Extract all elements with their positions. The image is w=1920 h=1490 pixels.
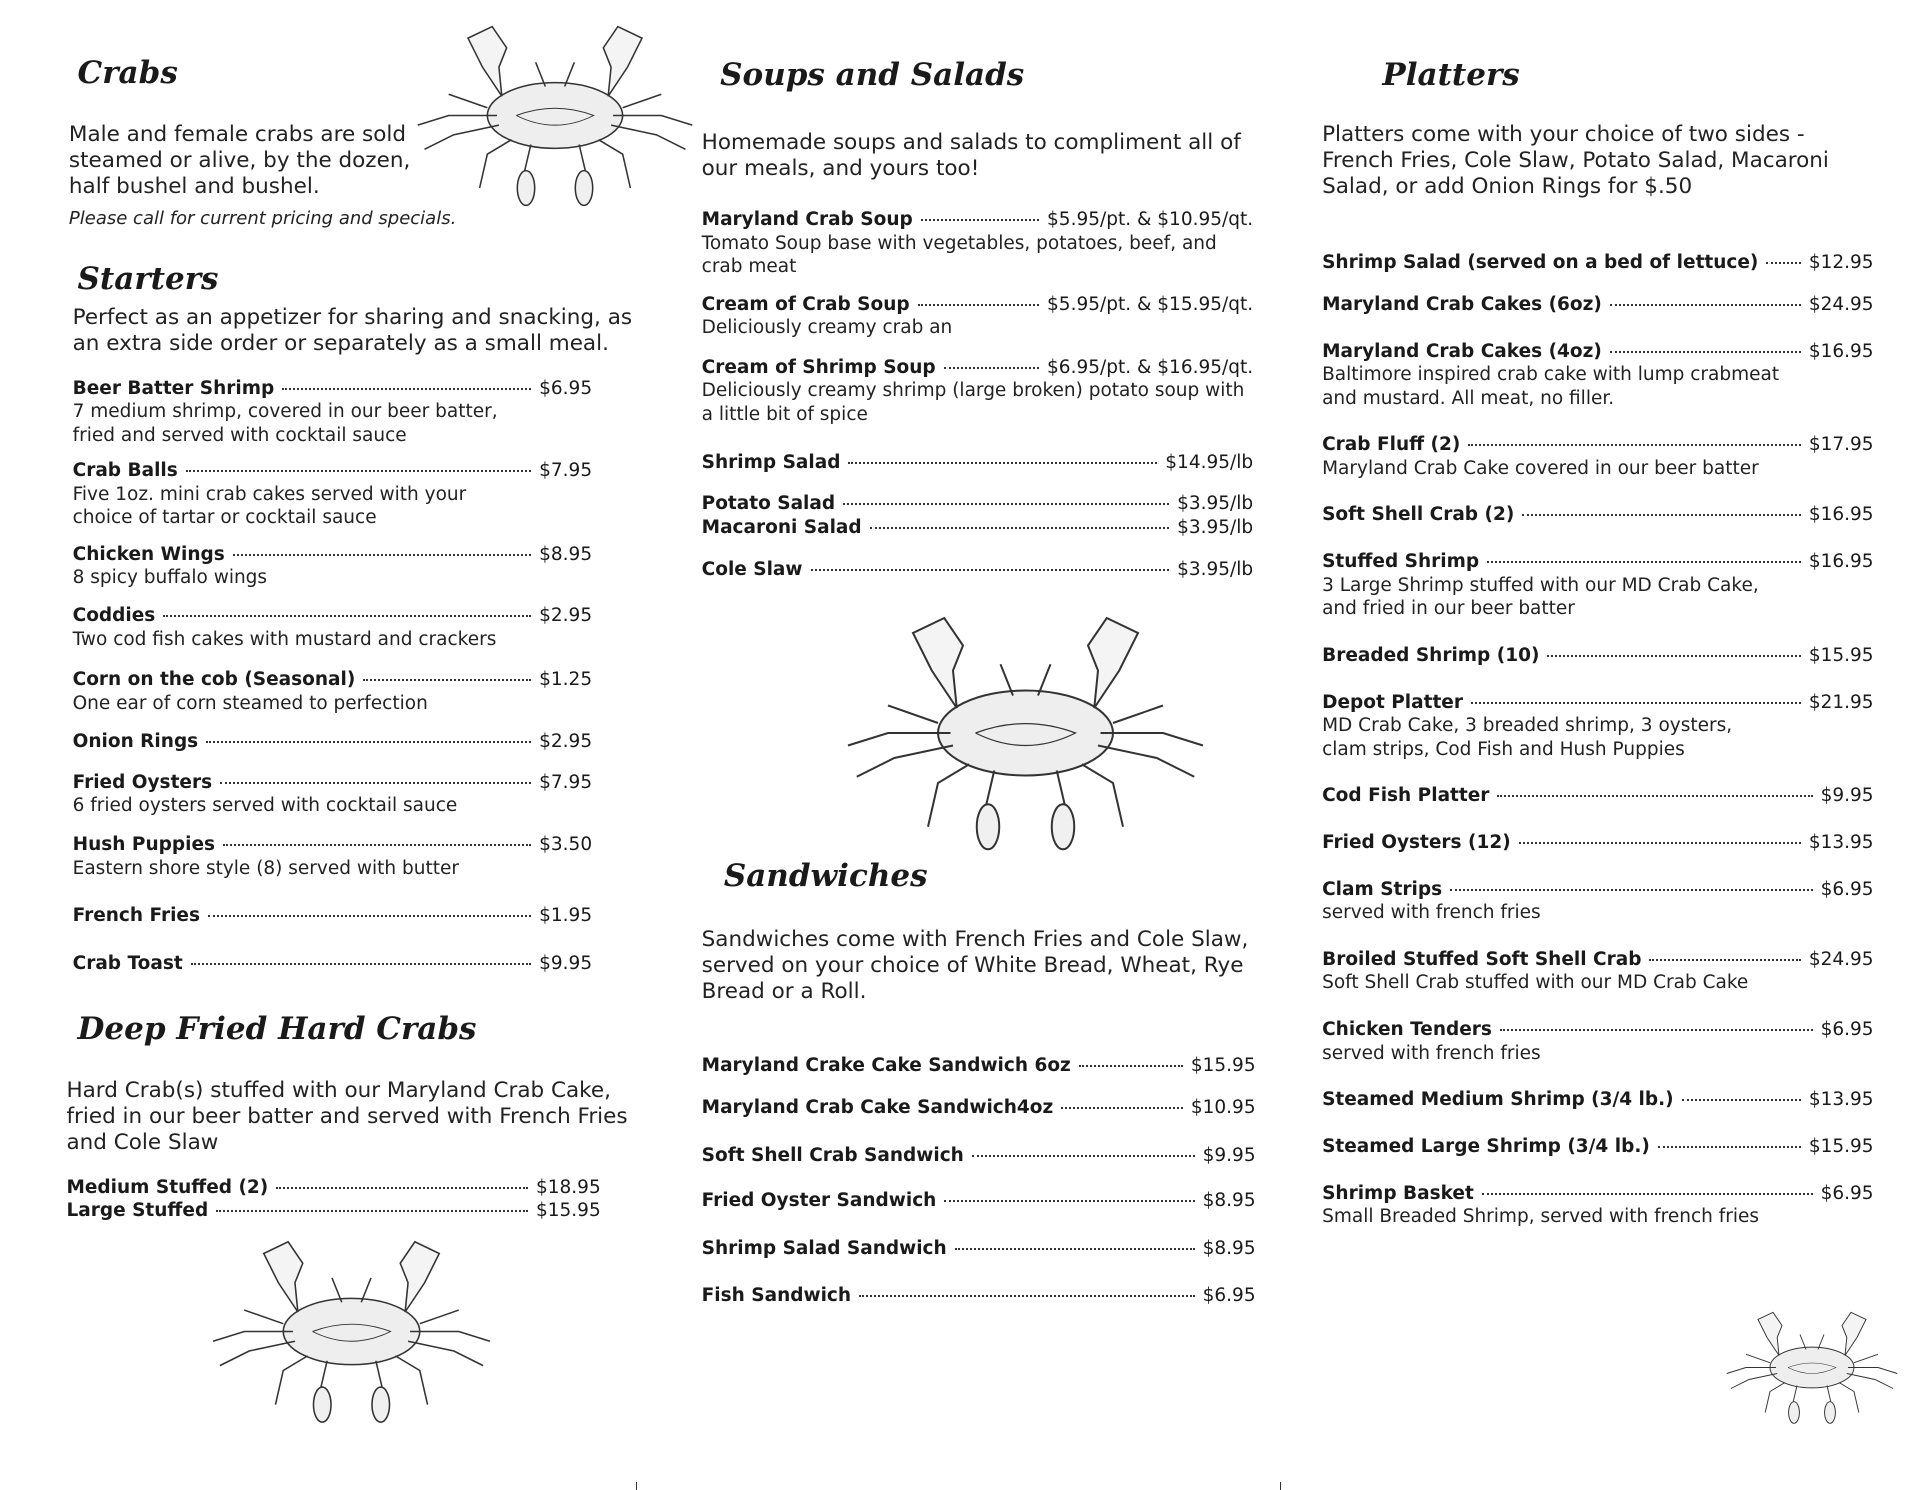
leader-dots <box>186 470 531 472</box>
item-price: $15.95 <box>535 1199 601 1221</box>
leader-dots <box>216 1210 528 1212</box>
item-description: served with french fries <box>1322 902 1541 924</box>
item-name: Macaroni Salad <box>701 516 862 538</box>
menu-item <box>1322 433 1873 480</box>
item-price: $6.95/pt. & $16.95/qt. <box>1047 356 1254 378</box>
menu-item <box>73 904 592 928</box>
item-name: Crab Fluff (2) <box>1322 434 1461 456</box>
menu-item <box>702 1096 1256 1120</box>
item-name: Soft Shell Crab (2) <box>1322 504 1515 526</box>
menu-item <box>702 492 1253 516</box>
menu-item-row <box>702 1096 1256 1120</box>
intro-line: Platters come with your choice of two sides - <box>1322 121 1805 147</box>
item-description: crab meat <box>701 256 797 278</box>
item-name: Chicken Tenders <box>1322 1019 1492 1041</box>
leader-dots <box>1547 655 1800 657</box>
crab-illustration-bottom-right <box>1722 1305 1902 1430</box>
item-price: $7.95 <box>539 771 593 793</box>
menu-item <box>73 730 592 754</box>
item-price: $24.95 <box>1808 293 1874 315</box>
item-name: Cod Fish Platter <box>1322 785 1490 807</box>
item-price: $6.95 <box>539 377 593 399</box>
section-intro <box>66 1078 627 1156</box>
item-name: Large Stuffed <box>66 1199 209 1221</box>
item-description: Deliciously creamy crab an <box>701 317 953 339</box>
item-description: 7 medium shrimp, covered in our beer batter, <box>72 401 498 423</box>
item-price: $21.95 <box>1808 691 1874 713</box>
leader-dots <box>1522 514 1801 516</box>
menu-item-row <box>73 833 592 857</box>
item-price: $17.95 <box>1808 434 1874 456</box>
item-description: served with french fries <box>1322 1042 1541 1064</box>
item-name: Cream of Crab Soup <box>701 293 910 315</box>
item-name: Maryland Crab Soup <box>701 209 913 231</box>
item-price: $8.95 <box>1202 1190 1256 1212</box>
item-description: fried and served with cocktail sauce <box>72 424 407 446</box>
menu-item-row <box>702 516 1253 540</box>
item-price: $15.95 <box>1808 1135 1874 1157</box>
item-price: $5.95/pt. & $10.95/qt. <box>1047 209 1254 231</box>
leader-dots <box>282 388 531 390</box>
item-name: Crab Toast <box>72 952 183 974</box>
intro-line: fried in our beer batter and served with French Fries <box>66 1104 628 1130</box>
menu-item <box>1322 691 1873 762</box>
leader-dots <box>1610 304 1801 306</box>
menu-item-row <box>73 730 592 754</box>
menu-item <box>1322 1182 1873 1229</box>
item-description: clam strips, Cod Fish and Hush Puppies <box>1322 738 1685 760</box>
intro-line: Homemade soups and salads to compliment all of <box>701 130 1241 156</box>
leader-dots <box>1450 889 1813 891</box>
item-description: and mustard. All meat, no filler. <box>1322 387 1615 409</box>
item-price: $13.95 <box>1808 1089 1874 1111</box>
item-price: $15.95 <box>1190 1054 1256 1076</box>
leader-dots <box>208 915 531 917</box>
leader-dots <box>944 367 1039 369</box>
menu-item <box>1322 293 1873 317</box>
leader-dots <box>972 1155 1195 1157</box>
item-description: choice of tartar or cocktail sauce <box>72 507 377 529</box>
item-name: Shrimp Salad Sandwich <box>701 1238 947 1260</box>
section-intro <box>702 130 1241 182</box>
section-heading-platters: Platters <box>1382 56 1520 93</box>
item-name: Onion Rings <box>72 730 199 752</box>
item-price: $24.95 <box>1808 948 1874 970</box>
item-name: French Fries <box>72 904 200 926</box>
menu-item <box>73 833 592 880</box>
item-description: Small Breaded Shrimp, served with french fries <box>1322 1206 1760 1228</box>
item-price: $9.95 <box>1202 1144 1256 1166</box>
item-name: Shrimp Basket <box>1322 1182 1474 1204</box>
menu-item <box>702 1237 1256 1261</box>
item-name: Potato Salad <box>701 493 836 515</box>
menu-item-row <box>1322 251 1873 275</box>
menu-item-row <box>1322 503 1873 527</box>
item-description: Maryland Crab Cake covered in our beer batter <box>1322 457 1759 479</box>
item-name: Maryland Crab Cake Sandwich4oz <box>701 1096 1054 1118</box>
menu-item <box>1322 831 1873 855</box>
item-price: $15.95 <box>1808 644 1874 666</box>
leader-dots <box>223 844 531 846</box>
item-price: $9.95 <box>539 952 593 974</box>
menu-item <box>702 1189 1256 1213</box>
intro-line: French Fries, Cole Slaw, Potato Salad, Macaroni <box>1322 147 1829 173</box>
item-description: and fried in our beer batter <box>1322 598 1575 620</box>
leader-dots <box>363 679 531 681</box>
item-description: MD Crab Cake, 3 breaded shrimp, 3 oysters, <box>1322 715 1733 737</box>
leader-dots <box>859 1295 1195 1297</box>
leader-dots <box>1468 444 1801 446</box>
item-name: Steamed Medium Shrimp (3/4 lb.) <box>1322 1089 1674 1111</box>
menu-item-row <box>702 293 1253 317</box>
leader-dots <box>1682 1099 1801 1101</box>
leader-dots <box>206 741 531 743</box>
crab-illustration-middle <box>818 608 1233 858</box>
menu-item <box>73 604 592 651</box>
leader-dots <box>870 527 1169 529</box>
leader-dots <box>1610 351 1801 353</box>
item-price: $7.95 <box>539 460 593 482</box>
item-price: $3.95/lb <box>1177 558 1254 580</box>
item-name: Breaded Shrimp (10) <box>1322 644 1540 666</box>
menu-item-row <box>1322 433 1873 457</box>
menu-item <box>66 1199 600 1223</box>
menu-item <box>702 516 1253 540</box>
leader-dots <box>220 782 531 784</box>
item-name: Fish Sandwich <box>701 1284 852 1306</box>
leader-dots <box>191 963 531 965</box>
item-name: Fried Oysters (12) <box>1322 831 1511 853</box>
intro-line: and Cole Slaw <box>66 1130 219 1156</box>
item-name: Fried Oysters <box>72 771 213 793</box>
leader-dots <box>1500 1029 1813 1031</box>
section-heading-deep-fried: Deep Fried Hard Crabs <box>77 1010 477 1047</box>
leader-dots <box>1079 1065 1183 1067</box>
item-price: $12.95 <box>1808 252 1874 274</box>
menu-item-row <box>1322 1018 1873 1042</box>
item-price: $16.95 <box>1808 504 1874 526</box>
item-description: Five 1oz. mini crab cakes served with your <box>72 483 467 505</box>
item-price: $16.95 <box>1808 340 1874 362</box>
leader-dots <box>1471 702 1801 704</box>
leader-dots <box>1487 561 1801 563</box>
menu-item-row <box>1322 1088 1873 1112</box>
intro-line: Perfect as an appetizer for sharing and snacking, as <box>72 305 633 331</box>
intro-line: Hard Crab(s) stuffed with our Maryland Crab Cake, <box>66 1078 611 1104</box>
item-price: $5.95/pt. & $15.95/qt. <box>1047 293 1254 315</box>
item-name: Chicken Wings <box>72 543 225 565</box>
menu-item-row <box>1322 550 1873 574</box>
pricing-note: Please call for current pricing and specials. <box>68 208 457 230</box>
menu-item-row <box>702 451 1253 475</box>
menu-item-row <box>1322 340 1873 364</box>
item-name: Maryland Crake Cake Sandwich 6oz <box>701 1054 1071 1076</box>
menu-item-row <box>702 208 1253 232</box>
menu-item-row <box>66 1176 600 1200</box>
item-name: Cream of Shrimp Soup <box>701 356 936 378</box>
menu-item-row <box>702 558 1253 582</box>
leader-dots <box>1482 1193 1813 1195</box>
leader-dots <box>233 554 531 556</box>
leader-dots <box>1658 1146 1801 1148</box>
item-price: $16.95 <box>1808 551 1874 573</box>
leader-dots <box>848 462 1157 464</box>
item-name: Clam Strips <box>1322 878 1443 900</box>
menu-item <box>1322 503 1873 527</box>
crab-illustration-bottom-left <box>203 1234 500 1429</box>
menu-item-row <box>702 1284 1256 1308</box>
item-name: Broiled Stuffed Soft Shell Crab <box>1322 948 1642 970</box>
item-description: 3 Large Shrimp stuffed with our MD Crab Cake, <box>1322 574 1759 596</box>
intro-line: Male and female crabs are sold <box>68 121 407 147</box>
item-name: Maryland Crab Cakes (4oz) <box>1322 340 1602 362</box>
item-description: Deliciously creamy shrimp (large broken) potato soup with <box>701 380 1245 402</box>
fold-mark-right <box>1280 1482 1281 1490</box>
item-description: Eastern shore style (8) served with butter <box>72 857 459 879</box>
leader-dots <box>811 569 1170 571</box>
section-heading-sandwiches: Sandwiches <box>723 858 928 894</box>
leader-dots <box>1497 795 1812 797</box>
menu-item-row <box>73 904 592 928</box>
item-price: $18.95 <box>535 1176 601 1198</box>
item-name: Corn on the cob (Seasonal) <box>72 669 356 691</box>
item-name: Beer Batter Shrimp <box>72 377 275 399</box>
item-price: $8.95 <box>1202 1238 1256 1260</box>
item-price: $6.95 <box>1820 1182 1874 1204</box>
leader-dots <box>1519 842 1801 844</box>
menu-item-row <box>73 952 592 976</box>
intro-line: half bushel and bushel. <box>68 173 320 199</box>
intro-line: Salad, or add Onion Rings for $.50 <box>1322 173 1693 199</box>
item-price: $10.95 <box>1190 1096 1256 1118</box>
menu-item-row <box>1322 878 1873 902</box>
item-name: Coddies <box>72 605 156 627</box>
section-intro <box>73 305 632 357</box>
item-description: Baltimore inspired crab cake with lump crabmeat <box>1322 364 1780 386</box>
menu-item <box>1322 784 1873 808</box>
leader-dots <box>276 1187 528 1189</box>
item-name: Steamed Large Shrimp (3/4 lb.) <box>1322 1135 1650 1157</box>
item-name: Cole Slaw <box>701 558 803 580</box>
menu-item <box>1322 1135 1873 1159</box>
item-price: $14.95/lb <box>1165 451 1254 473</box>
menu-item <box>73 377 592 448</box>
section-intro <box>1322 122 1829 200</box>
menu-item-row <box>1322 948 1873 972</box>
item-price: $8.95 <box>539 543 593 565</box>
intro-line: Sandwiches come with French Fries and Cole Slaw, <box>701 926 1249 952</box>
item-description: Two cod fish cakes with mustard and crackers <box>72 628 497 650</box>
item-name: Soft Shell Crab Sandwich <box>701 1144 964 1166</box>
menu-item-row <box>702 1189 1256 1213</box>
menu-item <box>73 668 592 715</box>
menu-item-row <box>702 356 1253 380</box>
item-description: Tomato Soup base with vegetables, potatoes, beef, and <box>701 232 1217 254</box>
leader-dots <box>1766 262 1800 264</box>
item-price: $9.95 <box>1820 785 1874 807</box>
menu-item <box>702 293 1253 340</box>
item-name: Crab Balls <box>72 460 178 482</box>
menu-item-row <box>73 668 592 692</box>
leader-dots <box>921 219 1039 221</box>
item-description: 8 spicy buffalo wings <box>72 567 268 589</box>
menu-item-row <box>702 1054 1256 1078</box>
menu-item-row <box>1322 644 1873 668</box>
menu-item <box>1322 1088 1873 1112</box>
item-price: $3.95/lb <box>1177 493 1254 515</box>
fold-mark-left <box>636 1482 637 1490</box>
crab-illustration-top <box>410 18 700 213</box>
item-price: $3.95/lb <box>1177 516 1254 538</box>
section-heading-crabs: Crabs <box>77 55 178 92</box>
menu-item <box>73 952 592 976</box>
menu-item <box>702 1284 1256 1308</box>
menu-item <box>73 543 592 590</box>
menu-item-row <box>73 459 592 483</box>
intro-line: Bread or a Roll. <box>701 978 867 1004</box>
section-intro <box>702 927 1249 1005</box>
leader-dots <box>1061 1107 1183 1109</box>
menu-item-row <box>73 543 592 567</box>
intro-line: our meals, and yours too! <box>701 156 980 182</box>
item-price: $1.95 <box>539 904 593 926</box>
menu-item <box>1322 251 1873 275</box>
item-price: $2.95 <box>539 605 593 627</box>
menu-item <box>1322 340 1873 411</box>
item-price: $6.95 <box>1820 1019 1874 1041</box>
menu-item <box>702 451 1253 475</box>
item-name: Shrimp Salad <box>701 451 841 473</box>
menu-item <box>66 1176 600 1200</box>
item-price: $6.95 <box>1820 878 1874 900</box>
menu-item-row <box>73 771 592 795</box>
item-description: Soft Shell Crab stuffed with our MD Crab Cake <box>1322 972 1749 994</box>
menu-item-row <box>702 492 1253 516</box>
item-name: Maryland Crab Cakes (6oz) <box>1322 293 1602 315</box>
leader-dots <box>163 615 531 617</box>
menu-item-row <box>1322 691 1873 715</box>
menu-item-row <box>1322 831 1873 855</box>
menu-item-row <box>1322 293 1873 317</box>
menu-item-row <box>73 377 592 401</box>
item-name: Stuffed Shrimp <box>1322 551 1480 573</box>
leader-dots <box>918 304 1039 306</box>
item-name: Depot Platter <box>1322 691 1463 713</box>
intro-line: steamed or alive, by the dozen, <box>68 147 411 173</box>
menu-item-row <box>66 1199 600 1223</box>
item-price: $1.25 <box>539 669 593 691</box>
item-name: Hush Puppies <box>72 834 216 856</box>
item-description: 6 fried oysters served with cocktail sauce <box>72 795 458 817</box>
item-description: One ear of corn steamed to perfection <box>72 692 428 714</box>
leader-dots <box>955 1248 1195 1250</box>
menu-item-row <box>702 1237 1256 1261</box>
item-description: a little bit of spice <box>701 403 868 425</box>
intro-line: served on your choice of White Bread, Wheat, Rye <box>701 952 1244 978</box>
section-heading-starters: Starters <box>77 260 219 297</box>
item-name: Medium Stuffed (2) <box>66 1176 269 1198</box>
menu-item-row <box>1322 1182 1873 1206</box>
menu-item-row <box>1322 784 1873 808</box>
leader-dots <box>843 503 1169 505</box>
section-intro <box>69 122 410 200</box>
item-price: $2.95 <box>539 730 593 752</box>
menu-item <box>702 208 1253 279</box>
leader-dots <box>944 1200 1194 1202</box>
item-price: $6.95 <box>1202 1284 1256 1306</box>
menu-item <box>73 459 592 530</box>
menu-item-row <box>1322 1135 1873 1159</box>
menu-item <box>1322 644 1873 668</box>
menu-item <box>73 771 592 818</box>
item-price: $3.50 <box>539 834 593 856</box>
menu-item <box>1322 550 1873 621</box>
menu-item <box>1322 948 1873 995</box>
menu-item <box>1322 1018 1873 1065</box>
menu-item-row <box>702 1144 1256 1168</box>
menu-item <box>702 558 1253 582</box>
item-name: Fried Oyster Sandwich <box>701 1190 937 1212</box>
item-price: $13.95 <box>1808 831 1874 853</box>
menu-item <box>702 1144 1256 1168</box>
intro-line: an extra side order or separately as a small meal. <box>72 331 609 357</box>
menu-item-row <box>73 604 592 628</box>
section-heading-soups: Soups and Salads <box>720 56 1025 93</box>
menu-item <box>702 1054 1256 1078</box>
menu-item <box>702 356 1253 427</box>
item-name: Shrimp Salad (served on a bed of lettuce) <box>1322 252 1759 274</box>
menu-item <box>1322 878 1873 925</box>
leader-dots <box>1649 959 1800 961</box>
